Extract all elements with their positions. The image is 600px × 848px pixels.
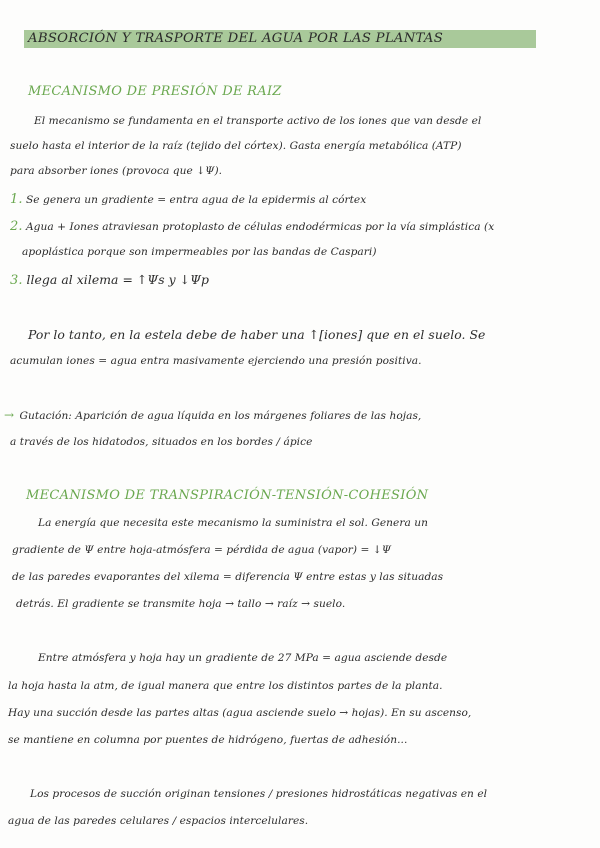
list-text: Se genera un gradiente = entra agua de la epidermis al córtex: [25, 194, 367, 206]
arrow-right-icon: →: [4, 408, 15, 422]
text-line: Hay una succión desde las partes altas (agua asciende suelo → hojas). En su ascenso,: [8, 707, 472, 719]
text-line: para absorber iones (provoca que ↓Ψ).: [10, 165, 223, 177]
text-line: se mantiene en columna por puentes de hidrógeno, fuertas de adhesión...: [8, 734, 408, 746]
text-line: gradiente de Ψ entre hoja-atmósfera = pérdida de agua (vapor) = ↓Ψ: [12, 544, 392, 556]
list-item: [10, 219, 494, 234]
text-line: El mecanismo se fundamenta en el transporte activo de los iones que van desde el: [34, 115, 482, 127]
list-text: llega al xilema = ↑Ψs y ↓Ψp: [26, 272, 209, 287]
list-number: 3.: [10, 273, 23, 288]
page-title: ABSORCIÓN Y TRASPORTE DEL AGUA POR LAS PLANTAS: [24, 30, 536, 48]
text-line: acumulan iones = agua entra masivamente ejerciendo una presión positiva.: [10, 355, 422, 367]
section-heading-root-pressure: MECANISMO DE PRESIÓN DE RAIZ: [28, 84, 282, 99]
list-item: [10, 272, 209, 288]
text-line: de las paredes evaporantes del xilema = diferencia Ψ entre estas y las situadas: [12, 571, 444, 583]
text-line: a través de los hidatodos, situados en los bordes / ápice: [10, 436, 313, 448]
text-line: La energía que necesita este mecanismo la suministra el sol. Genera un: [38, 517, 428, 529]
list-number: 2.: [10, 219, 23, 234]
text-line: suelo hasta el interior de la raíz (tejido del córtex). Gasta energía metabólica (ATP): [10, 140, 462, 152]
gutation-text: Gutación: Aparición de agua líquida en los márgenes foliares de las hojas,: [19, 410, 422, 422]
gutation-note: [4, 408, 421, 422]
list-text-continued: apoplástica porque son impermeables por las bandas de Caspari): [22, 246, 377, 258]
text-line: la hoja hasta la atm, de igual manera que entre los distintos partes de la planta.: [8, 680, 443, 692]
text-line: Los procesos de succión originan tensiones / presiones hidrostáticas negativas en el: [30, 788, 488, 800]
text-line: Entre atmósfera y hoja hay un gradiente de 27 MPa = agua asciende desde: [38, 652, 448, 664]
section-heading-transpiration: MECANISMO DE TRANSPIRACIÓN-TENSIÓN-COHESIÓN: [26, 488, 429, 503]
list-item: [10, 192, 366, 207]
text-line: agua de las paredes celulares / espacios intercelulares.: [8, 815, 309, 827]
list-text: Agua + Iones atraviesan protoplasto de células endodérmicas por la vía simplástica (x: [25, 221, 495, 233]
text-line: Por lo tanto, en la estela debe de haber una ↑[iones] que en el suelo. Se: [28, 327, 486, 342]
list-number: 1.: [10, 192, 23, 207]
text-line: detrás. El gradiente se transmite hoja → tallo → raíz → suelo.: [16, 598, 346, 610]
